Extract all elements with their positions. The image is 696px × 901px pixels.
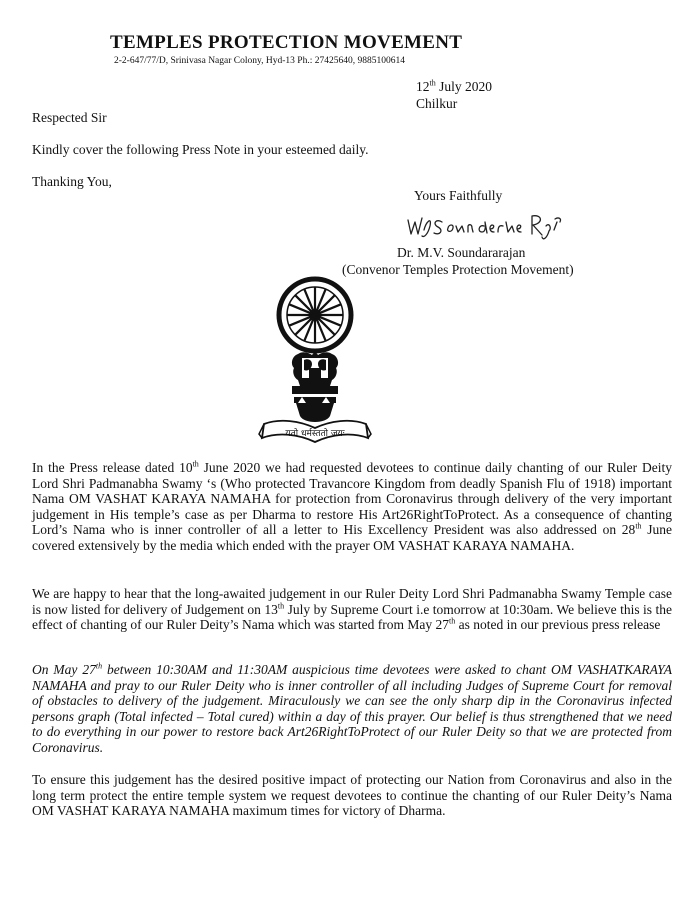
- signature: [402, 208, 568, 247]
- paragraph-2: [32, 586, 672, 633]
- p1-sup-b: th: [635, 521, 642, 531]
- letter-place: Chilkur: [416, 96, 458, 111]
- p1-sup-a: th: [192, 459, 199, 469]
- chakra-icon: [279, 279, 351, 351]
- signer-name: Dr. M.V. Soundararajan: [397, 245, 526, 260]
- motto-scroll-icon: [259, 421, 371, 442]
- p2-text-b: July by Supreme Court i.e tomorrow at 10:30am. We believe this is the effect of chanting of our Ruler Deity’s Nama which was started from May 27: [32, 601, 672, 632]
- p2-text-c: as noted in our previous press release: [455, 617, 661, 632]
- request-line: Kindly cover the following Press Note in your esteemed daily.: [32, 142, 369, 157]
- p1-text-c: June covered extensively by the media which ended with the prayer OM VASHAT KARAYA NAMAHA.: [32, 522, 672, 553]
- signer-title: (Convenor Temples Protection Movement): [342, 262, 574, 277]
- paragraph-4: To ensure this judgement has the desired positive impact of protecting our Nation from Coronavirus and also in the long term protect the entire temple system we request devotees to continue the chanting of our Ruler Deity’s Nama OM VASHAT KARAYA NAMAHA maximum times for victory of Dharma.: [32, 772, 672, 818]
- p1-text-b: June 2020 we had requested devotees to continue daily chanting of our Ruler Deity Lord Shri Padmanabha Swamy ‘s (Who protected Travancore Kingdom from deadly Spanish Flu of 1918) important Nama OM VASHAT KARAYA NAMAHA for protection from Coronavirus through delivery of the very important judgement in His temple’s case as per Dharma to restore His Art26RightToProtect. As a consequence of chanting Lord’s Nama who is inner controller of all a letter to His Excellency President was also addressed on 28: [32, 460, 672, 537]
- p2-sup-a: th: [277, 601, 285, 610]
- org-name: TEMPLES PROTECTION MOVEMENT: [110, 32, 463, 53]
- p3-text-a: On May 27: [32, 662, 96, 677]
- org-address: 2-2-647/77/D, Srinivasa Nagar Colony, Hyd-13 Ph.: 27425640, 9885100614: [114, 56, 405, 66]
- p3-sup-a: th: [95, 661, 103, 671]
- signature-drawing: [402, 208, 568, 242]
- date-day: 12: [416, 79, 430, 94]
- emblem-motto: यतो धर्मस्ततो जयः: [285, 429, 345, 439]
- p2-text-a: We are happy to hear that the long-awaited judgement in our Ruler Deity Lord Shri Padmanabha Swamy Temple case is now listed for delivery of Judgement on 13: [32, 586, 672, 617]
- closing: Yours Faithfully: [414, 188, 503, 203]
- national-emblem: [256, 276, 374, 453]
- thanks-line: Thanking You,: [32, 174, 112, 189]
- p2-sup-b: th: [449, 616, 456, 626]
- paragraph-3: [32, 662, 672, 755]
- p1-text-a: In the Press release dated 10: [32, 460, 193, 475]
- p3-text-b: between 10:30AM and 11:30AM auspicious time devotees were asked to chant OM VASHATKARAYA NAMAHA and pray to our Ruler Deity who is inner controller of all including Judges of Supreme Court for removal of obstacles to delivery of the judgement. Miraculously we can see the only sharp dip in the Coronavirus infected persons graph (Total infected – Total cured) within a day of this prayer. Our belief is thus strengthened that we need to do everything in our power to restore back Art26RightToProtect of our Ruler Deity so that we are protected from Coronavirus.: [32, 662, 672, 755]
- lion-capital-icon: [292, 352, 338, 422]
- date-suffix: th: [429, 78, 436, 88]
- letter-date: [416, 79, 492, 95]
- paragraph-1: [32, 460, 672, 553]
- emblem-drawing: [256, 276, 374, 448]
- salutation: Respected Sir: [32, 110, 107, 125]
- date-rest: July 2020: [435, 79, 492, 94]
